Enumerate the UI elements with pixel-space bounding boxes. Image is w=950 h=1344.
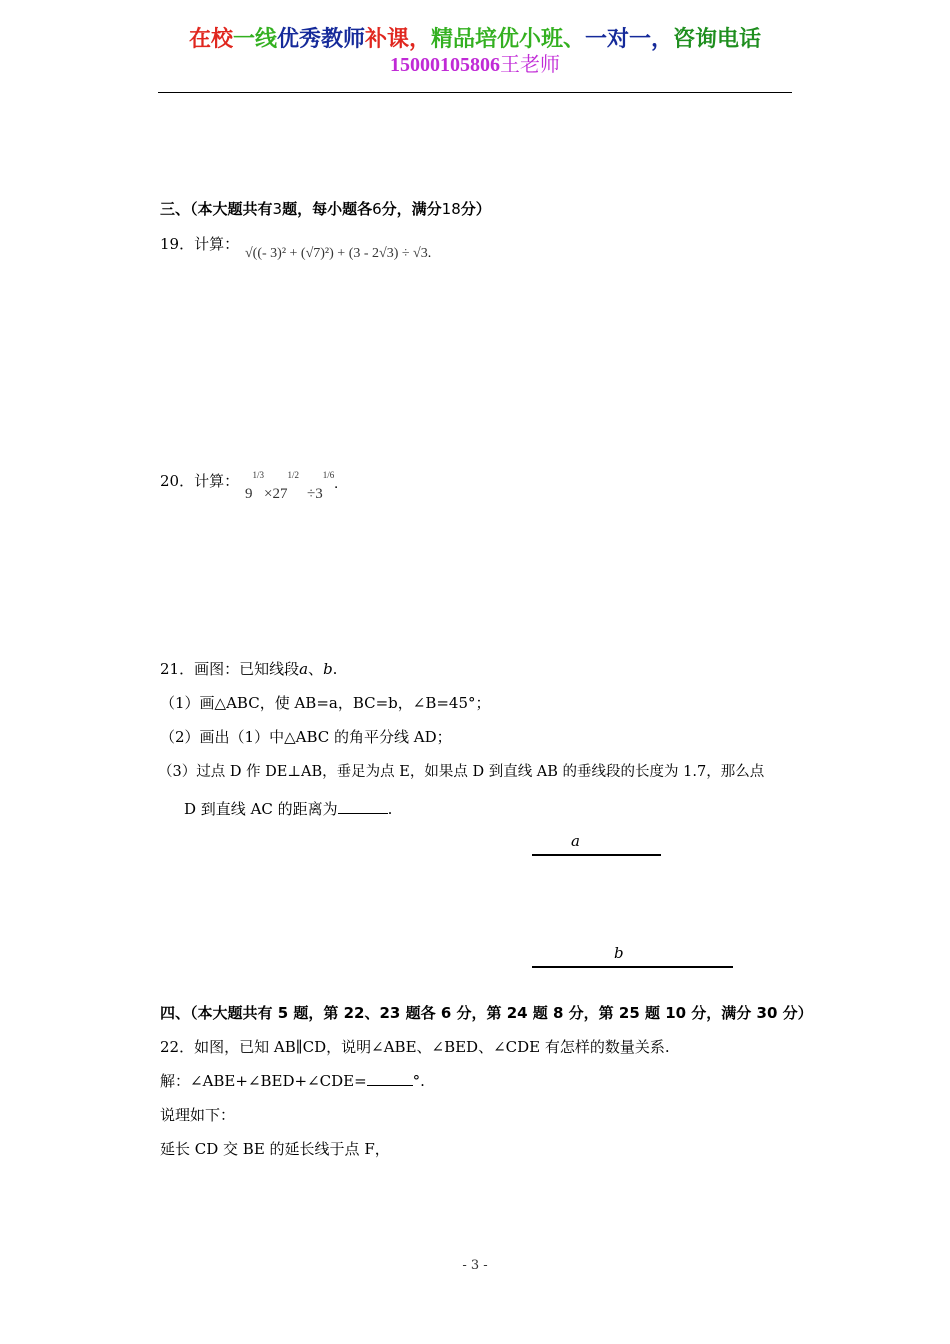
q21-end: .	[332, 660, 338, 678]
header-phone: 15000105806	[390, 54, 500, 76]
question-20-expression	[245, 470, 338, 502]
q21-seg-b: b	[323, 660, 333, 678]
section-3-each: 6	[372, 200, 382, 218]
section-4-desc: （本大题共有 5 题，第 22、23 题各 6 分，第 24 题 8 分，第 25 题 10 分，满分 30 分）	[190, 1004, 813, 1022]
q21-p3-text: D 到直线 AC 的距离为	[184, 800, 338, 818]
question-19-period: .	[427, 246, 432, 261]
question-22-step-1: 延长 CD 交 BE 的延长线于点 F，	[160, 1140, 390, 1158]
q22-solution-end: °.	[412, 1072, 425, 1090]
q20-base-9: 9	[245, 486, 253, 502]
q20-period: .	[334, 476, 338, 492]
q20-exp-27: 1/2	[287, 470, 299, 480]
section-3-desc-a: （本大题共有	[190, 200, 273, 218]
q21-answer-blank[interactable]	[338, 799, 388, 814]
q22-answer-blank[interactable]	[367, 1071, 413, 1086]
header-divider	[158, 92, 792, 93]
question-21-part-3: （3）过点 D 作 DE⊥AB，垂足为点 E，如果点 D 到直线 AB 的垂线段的长度为 1.7，那么点	[158, 764, 765, 780]
q20-exp-9: 1/3	[252, 470, 265, 480]
q20-times-27: ×27	[264, 486, 288, 502]
section-4-title: 四、	[160, 1004, 191, 1022]
question-22-solution	[160, 1070, 425, 1091]
section-3-heading	[160, 198, 491, 219]
section-3-desc-d: 分）	[460, 200, 491, 218]
q20-div-3: ÷3	[307, 486, 323, 502]
question-21-label	[160, 658, 337, 679]
header-part-6: 一对一，	[585, 27, 674, 52]
header-contact	[0, 48, 950, 77]
section-3-title: 三、	[160, 200, 191, 218]
segment-b-line	[532, 966, 733, 968]
header-part-4: 补课，	[364, 27, 431, 52]
page-number: - 3 -	[462, 1258, 488, 1273]
question-19-expr: √((- 3)² + (√7)²) + (3 - 2√3) ÷ √3	[245, 246, 428, 261]
section-3-total: 18	[441, 200, 461, 218]
question-20-label: 20．计算：	[160, 472, 240, 490]
segment-a-line	[532, 854, 661, 856]
question-22-label: 22．如图，已知 AB∥CD，说明∠ABE、∠BED、∠CDE 有怎样的数量关系.	[160, 1038, 670, 1056]
section-3-desc-b: 题，每小题各	[282, 200, 373, 218]
q20-exp-3: 1/6	[322, 470, 335, 480]
header-teacher: 王老师	[500, 52, 560, 76]
question-21-part-2: （2）画出（1）中△ABC 的角平分线 AD；	[160, 728, 452, 746]
question-19-label: 19．计算：	[160, 235, 240, 253]
question-22-explain: 说理如下：	[160, 1106, 236, 1124]
question-19-expression	[245, 246, 431, 262]
question-21-part-1: （1）画△ABC，使 AB=a，BC=b，∠B=45°；	[160, 694, 491, 712]
q21-p3-end: .	[387, 800, 393, 818]
header-part-1: 在校	[188, 27, 233, 52]
q22-solution-text: 解：∠ABE+∠BED+∠CDE=	[160, 1072, 367, 1090]
q21-seg-a: a	[299, 660, 309, 678]
header-part-5: 精品培优小班、	[431, 27, 586, 52]
section-4-heading	[160, 1002, 813, 1023]
segment-b-label: b	[614, 944, 624, 962]
header-part-2: 一线	[232, 27, 277, 52]
segment-a-label: a	[571, 832, 580, 850]
section-3-count: 3	[272, 200, 283, 218]
header-part-3: 优秀教师	[276, 27, 365, 52]
header-part-7: 咨询电话	[673, 27, 762, 52]
q21-sep: 、	[308, 660, 324, 678]
q21-intro: 21．画图：已知线段	[160, 660, 300, 678]
question-21-part-3-cont	[184, 798, 392, 819]
section-3-desc-c: 分，满分	[381, 200, 442, 218]
